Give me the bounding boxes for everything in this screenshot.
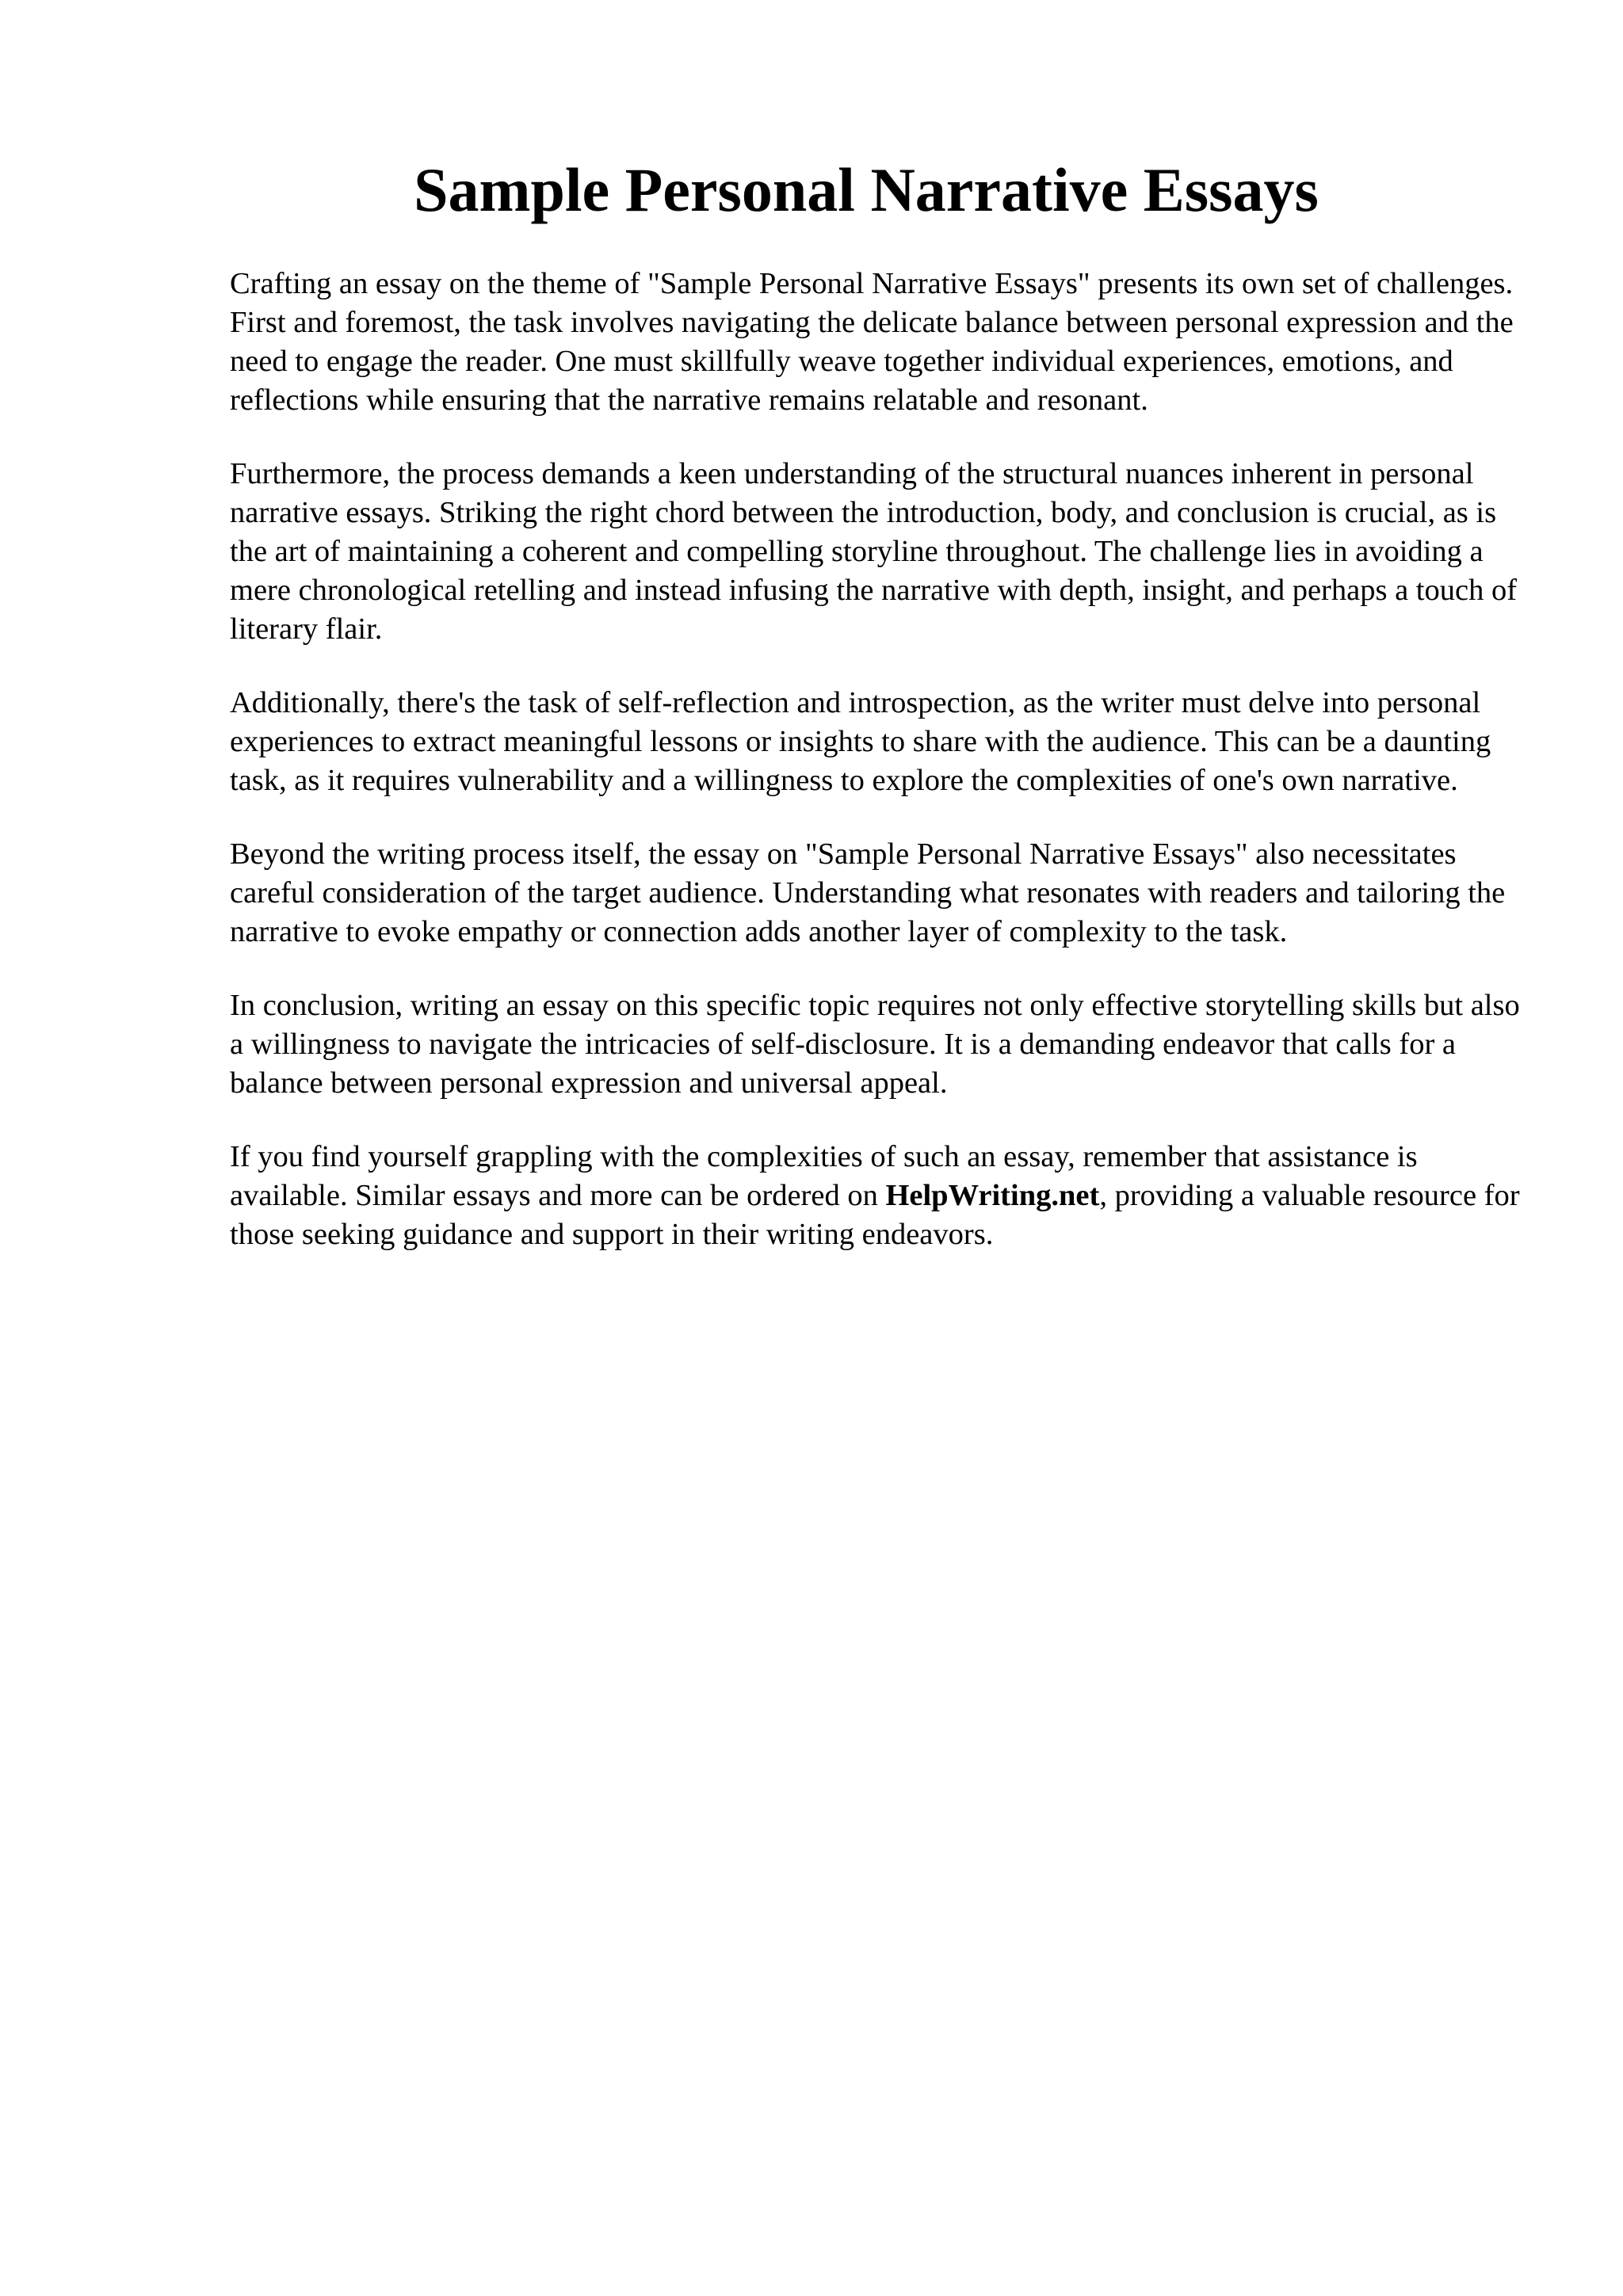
paragraph-closing xyxy=(230,1138,1537,1254)
closing-text-before: If you find yourself grappling with the complexities of such an essay, remember that assistance is available. Similar essays and more can be ordered on xyxy=(230,1140,1418,1212)
essay-body xyxy=(230,265,1537,1289)
page-title: Sample Personal Narrative Essays xyxy=(414,155,1319,224)
brand-name: HelpWriting.net xyxy=(885,1179,1100,1212)
paragraph-conclusion: In conclusion, writing an essay on this specific topic requires not only effective storytelling skills but also a willingness to navigate the intricacies of self-disclosure. It is a demanding endeavor that calls for a balance between personal expression and universal appeal. xyxy=(230,989,1520,1100)
paragraph-intro: Crafting an essay on the theme of "Sample Personal Narrative Essays" presents its own set of challenges. First and foremost, the task involves navigating the delicate balance between personal expression and the need to engage the reader. One must skillfully weave together individual experiences, emotions, and reflections while ensuring that the narrative remains relatable and resonant. xyxy=(230,267,1514,417)
paragraph-reflection: Additionally, there's the task of self-reflection and introspection, as the writer must delve into personal experiences to extract meaningful lessons or insights to share with the audience. This can be a daunting task, as it requires vulnerability and a willingness to explore the complexities of one's own narrative. xyxy=(230,686,1491,797)
paragraph-audience: Beyond the writing process itself, the essay on "Sample Personal Narrative Essays" also necessitates careful consideration of the target audience. Understanding what resonates with readers and tailoring the narrative to evoke empathy or connection adds another layer of complexity to the task. xyxy=(230,837,1506,948)
paragraph-structure: Furthermore, the process demands a keen understanding of the structural nuances inherent in personal narrative essays. Striking the right chord between the introduction, body, and conclusion is crucial, as is the art of maintaining a coherent and compelling storyline throughout. The challenge lies in avoiding a mere chronological retelling and instead infusing the narrative with depth, insight, and perhaps a touch of literary flair. xyxy=(230,457,1518,646)
closing-text-after: , providing a valuable resource for those seeking guidance and support in their writing endeavors. xyxy=(230,1179,1520,1251)
